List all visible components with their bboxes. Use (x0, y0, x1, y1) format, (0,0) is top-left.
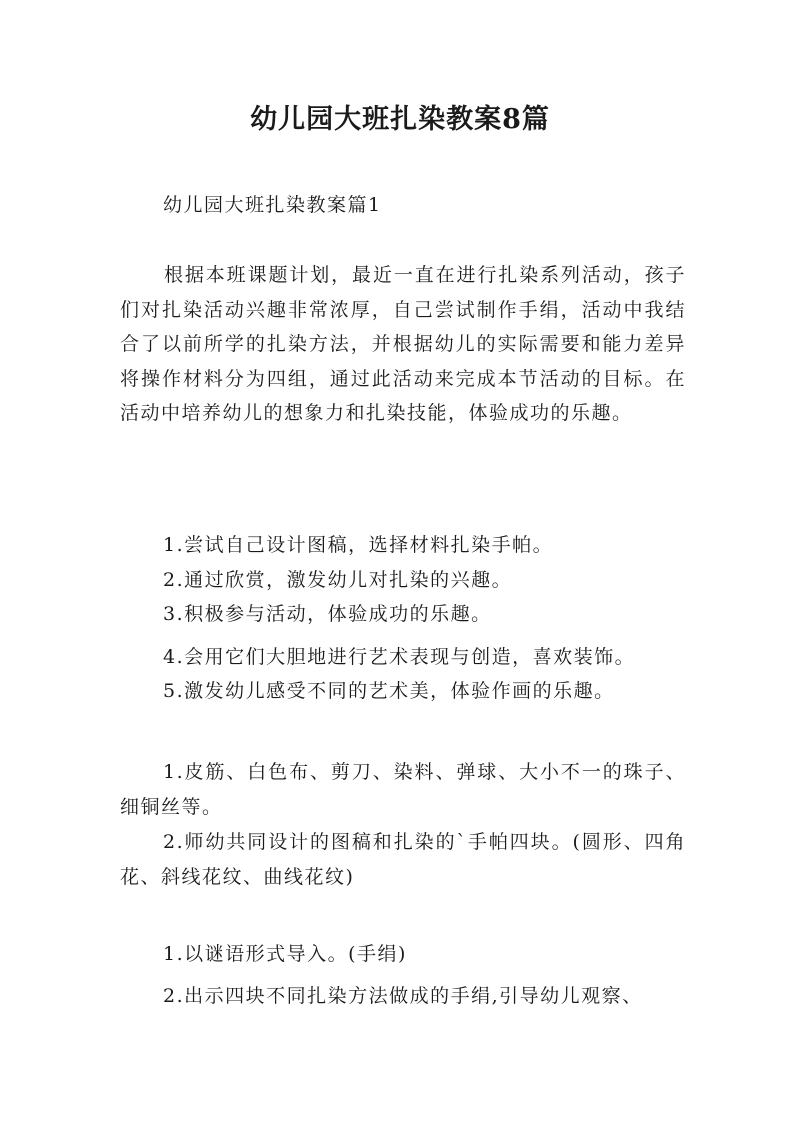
process-item-2: 2.出示四块不同扎染方法做成的手绢,引导幼儿观察、 (163, 985, 643, 1007)
intro-paragraph: 根据本班课题计划，最近一直在进行扎染系列活动，孩子们对扎染活动兴趣非常浓厚，自己尝试制作手绢，活动中我结合了以前所学的扎染方法，并根据幼儿的实际需要和能力差异将操作材料分为四组，通过此活动来完成本节活动的目标。在活动中培养幼儿的想象力和扎染技能，体验成功的乐趣。 (120, 264, 686, 425)
goal-item-5: 5.激发幼儿感受不同的艺术美，体验作画的乐趣。 (163, 680, 615, 702)
document-title: 幼儿园大班扎染教案8篇 (250, 104, 550, 135)
goal-item-3: 3.积极参与活动，体验成功的乐趣。 (163, 603, 492, 625)
goal-item-4: 4.会用它们大胆地进行艺术表现与创造，喜欢装饰。 (163, 646, 636, 668)
goal-item-2: 2.通过欣赏，激发幼儿对扎染的兴趣。 (163, 569, 513, 591)
process-item-1: 1.以谜语形式导入。(手绢) (163, 943, 407, 965)
section-heading: 幼儿园大班扎染教案篇1 (163, 194, 382, 216)
material-item-2: 2.师幼共同设计的图稿和扎染的`手帕四块。(圆形、四角花、斜线花纹、曲线花纹) (120, 831, 686, 888)
goal-item-1: 1.尝试自己设计图稿，选择材料扎染手帕。 (163, 534, 554, 556)
material-item-1: 1.皮筋、白色布、剪刀、染料、弹球、大小不一的珠子、细铜丝等。 (120, 761, 686, 818)
